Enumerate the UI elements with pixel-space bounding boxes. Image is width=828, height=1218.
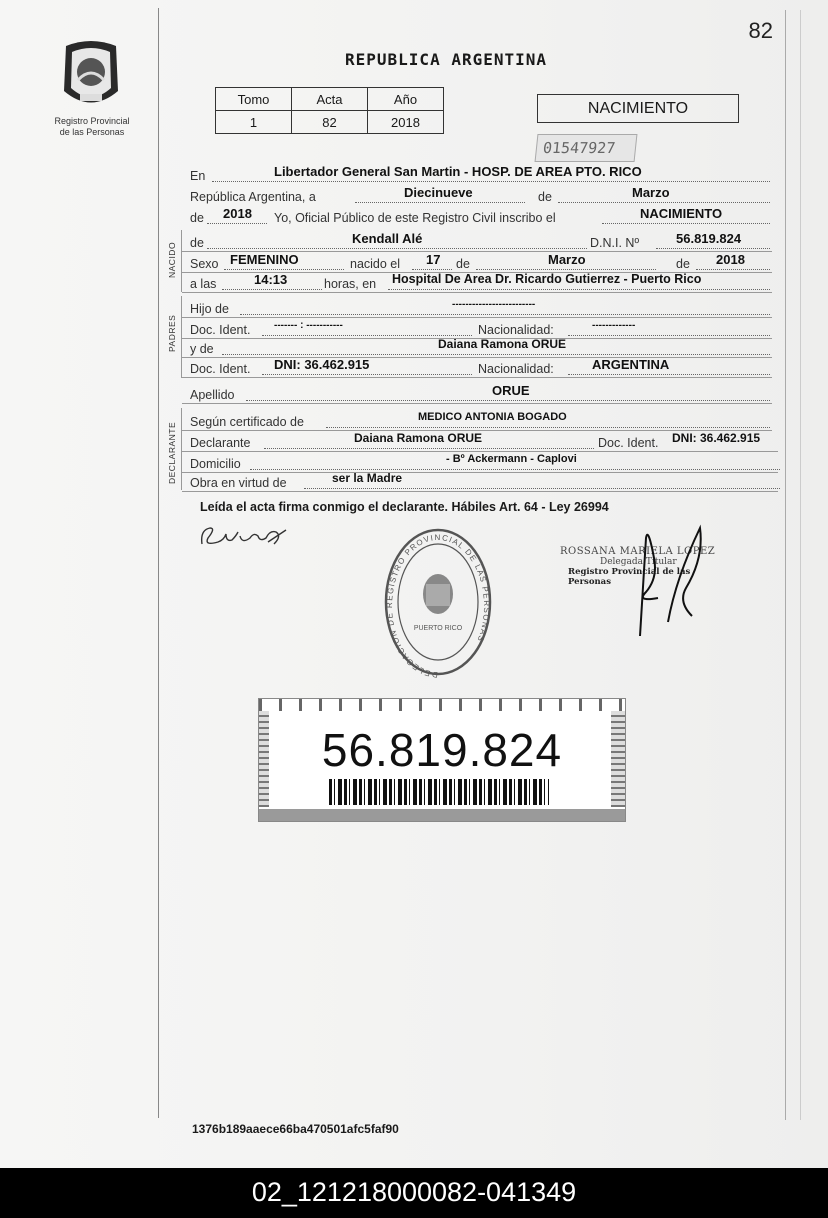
declarante-section-label: DECLARANTE bbox=[167, 421, 177, 484]
value-father-doc: ------- : ----------- bbox=[274, 320, 343, 331]
value-birth-place: Hospital De Area Dr. Ricardo Gutierrez - Puerto Rico bbox=[392, 272, 702, 286]
label-dni: D.N.I. Nº bbox=[590, 236, 640, 250]
row-sex-birth bbox=[190, 253, 770, 273]
row-certificate bbox=[190, 411, 770, 431]
label-declarant-doc: Doc. Ident. bbox=[598, 436, 659, 450]
official-name: ROSSANA MARIELA LOPEZ bbox=[560, 546, 716, 557]
header-acta: Acta bbox=[292, 88, 368, 111]
label-hijo-de: Hijo de bbox=[190, 302, 229, 316]
declarant-signature bbox=[196, 522, 292, 552]
label-republica: República Argentina, a bbox=[190, 190, 316, 204]
document-title: REPUBLICA ARGENTINA bbox=[345, 50, 548, 69]
value-declarant-doc: DNI: 36.462.915 bbox=[672, 431, 761, 445]
label-y-de: y de bbox=[190, 342, 214, 356]
row-date bbox=[190, 186, 770, 206]
label-de-month: de bbox=[456, 257, 470, 271]
value-certificate: MEDICO ANTONIA BOGADO bbox=[418, 411, 567, 423]
value-year: 2018 bbox=[223, 206, 252, 221]
right-edge-line bbox=[800, 10, 801, 1120]
row-surname bbox=[190, 384, 770, 404]
value-address: - Bº Ackermann - Caplovi bbox=[446, 453, 577, 465]
value-month: Marzo bbox=[632, 185, 670, 200]
label-father-nat: Nacionalidad: bbox=[478, 323, 554, 337]
row-declarant bbox=[190, 432, 780, 452]
serial-number-stamp: 01547927 bbox=[535, 134, 638, 162]
label-de-yr: de bbox=[676, 257, 690, 271]
label-mother-nat: Nacionalidad: bbox=[478, 362, 554, 376]
value-birth-month: Marzo bbox=[548, 252, 586, 267]
label-obra: Obra en virtud de bbox=[190, 476, 287, 490]
value-day-words: Diecinueve bbox=[404, 185, 473, 200]
stamp-inner-text: PUERTO RICO bbox=[413, 625, 463, 632]
dni-barcode-label bbox=[258, 698, 626, 822]
declarante-section-bar bbox=[181, 408, 182, 490]
value-sex: FEMENINO bbox=[230, 252, 299, 267]
row-father bbox=[190, 298, 770, 318]
act-metadata-table bbox=[215, 87, 444, 134]
padres-section-label: PADRES bbox=[167, 314, 177, 352]
footer-file-id: 02_121218000082-041349 bbox=[0, 1168, 828, 1218]
value-name: Kendall Alé bbox=[352, 231, 423, 246]
row-mother bbox=[190, 338, 770, 358]
label-segun: Según certificado de bbox=[190, 415, 304, 429]
value-ano: 2018 bbox=[368, 111, 444, 134]
stamp-ring-text: DELEGACION DE REGISTRO PROVINCIAL DE LAS PERSONAS bbox=[385, 532, 492, 680]
registry-stamp bbox=[378, 522, 498, 688]
label-a-las: a las bbox=[190, 277, 217, 291]
padres-section-bar bbox=[181, 296, 182, 378]
official-role: Delegada Titular bbox=[600, 557, 677, 567]
nacido-section-bar bbox=[181, 230, 182, 292]
label-mother-doc: Doc. Ident. bbox=[190, 362, 251, 376]
nacido-section-label: NACIDO bbox=[167, 241, 177, 278]
header-tomo: Tomo bbox=[216, 88, 292, 111]
label-de-2: de bbox=[190, 211, 204, 225]
registry-caption: Registro Provincial de las Personas bbox=[54, 116, 130, 137]
official-office: Registro Provincial de las Personas bbox=[568, 567, 691, 587]
label-de-1: de bbox=[538, 190, 552, 204]
label-apellido: Apellido bbox=[190, 388, 235, 402]
barcode-bars bbox=[329, 779, 549, 805]
value-mother: Daiana Ramona ORUE bbox=[438, 337, 567, 351]
row-time-place bbox=[190, 273, 770, 293]
closing-statement: Leída el acta firma conmigo el declarante. Hábiles Art. 64 - Ley 26994 bbox=[200, 500, 609, 514]
row-by-virtue bbox=[190, 472, 780, 492]
label-nacido: nacido el bbox=[350, 257, 401, 271]
right-margin-line bbox=[785, 10, 786, 1120]
value-declarant: Daiana Ramona ORUE bbox=[354, 431, 483, 445]
record-type-box: NACIMIENTO bbox=[537, 94, 739, 123]
label-declarante: Declarante bbox=[190, 436, 251, 450]
label-oficial: Yo, Oficial Público de este Registro Civil inscribo el bbox=[274, 211, 556, 225]
value-acta: 82 bbox=[292, 111, 368, 134]
row-father-doc bbox=[190, 319, 770, 339]
label-father-doc: Doc. Ident. bbox=[190, 323, 251, 337]
value-place: Libertador General San Martin - HOSP. DE AREA PTO. RICO bbox=[274, 164, 642, 179]
value-father: ------------------------- bbox=[452, 299, 536, 310]
value-mother-doc: DNI: 36.462.915 bbox=[274, 357, 370, 372]
value-father-nat: ------------- bbox=[592, 320, 636, 331]
value-surname: ORUE bbox=[492, 383, 530, 398]
label-horas: horas, en bbox=[324, 277, 377, 291]
label-de-name: de bbox=[190, 236, 204, 250]
row-act bbox=[190, 207, 770, 227]
row-name bbox=[190, 232, 770, 252]
value-by-virtue: ser la Madre bbox=[332, 471, 403, 485]
registry-seal-icon bbox=[56, 36, 126, 112]
row-address bbox=[190, 453, 780, 473]
value-act: NACIMIENTO bbox=[640, 206, 723, 221]
document-hash: 1376b189aaece66ba470501afc5faf90 bbox=[192, 1122, 399, 1136]
header-ano: Año bbox=[368, 88, 444, 111]
left-margin-line bbox=[158, 8, 159, 1118]
value-birth-year: 2018 bbox=[716, 252, 745, 267]
official-signature bbox=[606, 518, 716, 642]
barcode-number: 56.819.824 bbox=[321, 724, 563, 776]
value-dni: 56.819.824 bbox=[676, 231, 742, 246]
value-birth-day: 17 bbox=[426, 252, 441, 267]
value-time: 14:13 bbox=[254, 272, 288, 287]
page-number: 82 bbox=[748, 18, 773, 43]
value-mother-nat: ARGENTINA bbox=[592, 357, 670, 372]
label-domicilio: Domicilio bbox=[190, 457, 241, 471]
row-mother-doc bbox=[190, 358, 770, 378]
value-tomo: 1 bbox=[216, 111, 292, 134]
row-place bbox=[190, 165, 770, 185]
label-en: En bbox=[190, 169, 206, 183]
label-sexo: Sexo bbox=[190, 257, 219, 271]
